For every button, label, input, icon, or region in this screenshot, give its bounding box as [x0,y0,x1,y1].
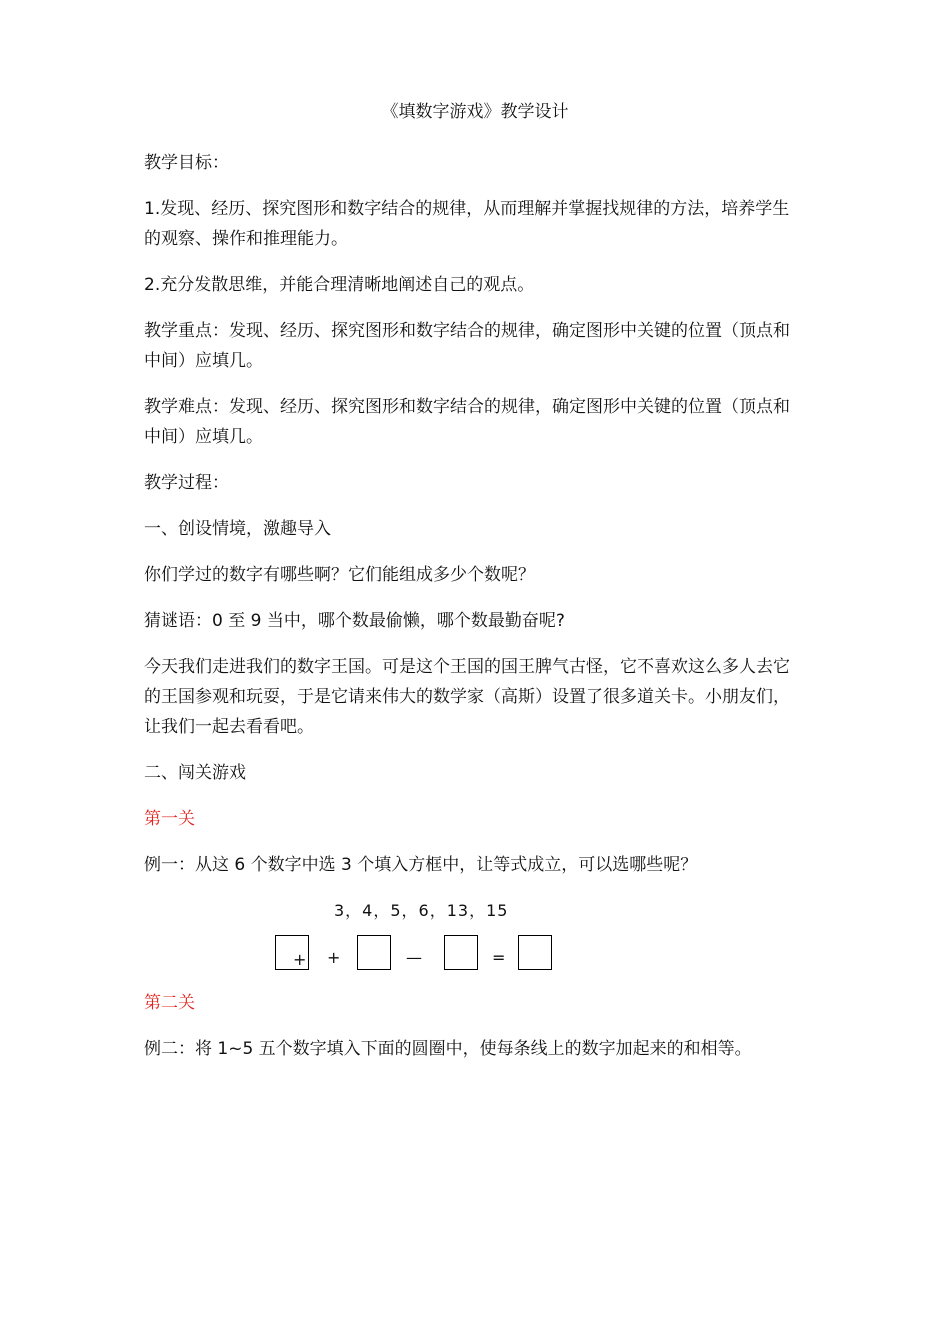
paragraph-objectives-heading: 教学目标： [144,153,229,173]
paragraph-objective-1: 1.发现、经历、探究图形和数字结合的规律，从而理解并掌握找规律的方法，培养学生的观察、操作和推理能力。 [144,199,790,249]
answer-box-4 [518,935,552,970]
paragraph-question: 你们学过的数字有哪些啊？它们能组成多少个数呢？ [144,565,535,585]
plus-sign: + [327,948,341,967]
answer-box-2 [357,935,391,970]
paragraph-difficulties: 教学难点：发现、经历、探究图形和数字结合的规律，确定图形中关键的位置（顶点和中间）应填几。 [144,397,790,447]
plus-sign-inner: + [293,950,307,969]
number-list: 3，4，5，6，13，15 [334,901,509,920]
paragraph-story: 今天我们走进我们的数字王国。可是这个王国的国王脾气古怪，它不喜欢这么多人去它的王国参观和玩耍，于是它请来伟大的数学家（高斯）设置了很多道关卡。小朋友们，让我们一起去看看吧。 [144,657,790,737]
paragraph-key-points: 教学重点：发现、经历、探究图形和数字结合的规律，确定图形中关键的位置（顶点和中间）应填几。 [144,321,790,371]
answer-box-3 [444,935,478,970]
level-2-heading: 第二关 [144,993,195,1013]
paragraph-process-heading: 教学过程： [144,473,229,493]
equals-sign: = [492,948,506,967]
minus-sign: — [406,948,422,967]
example-1-text: 例一：从这 6 个数字中选 3 个填入方框中，让等式成立，可以选哪些呢？ [144,855,698,875]
paragraph-riddle: 猜谜语：0 至 9 当中，哪个数最偷懒，哪个数最勤奋呢? [144,611,565,631]
section-heading-2: 二、闯关游戏 [144,763,246,783]
document-title: 《填数字游戏》教学设计 [381,102,569,122]
paragraph-objective-2: 2.充分发散思维，并能合理清晰地阐述自己的观点。 [144,275,535,295]
example-2-text: 例二：将 1~5 五个数字填入下面的圆圈中，使每条线上的数字加起来的和相等。 [144,1039,752,1059]
section-heading-1: 一、创设情境，激趣导入 [144,519,331,539]
level-1-heading: 第一关 [144,809,195,829]
